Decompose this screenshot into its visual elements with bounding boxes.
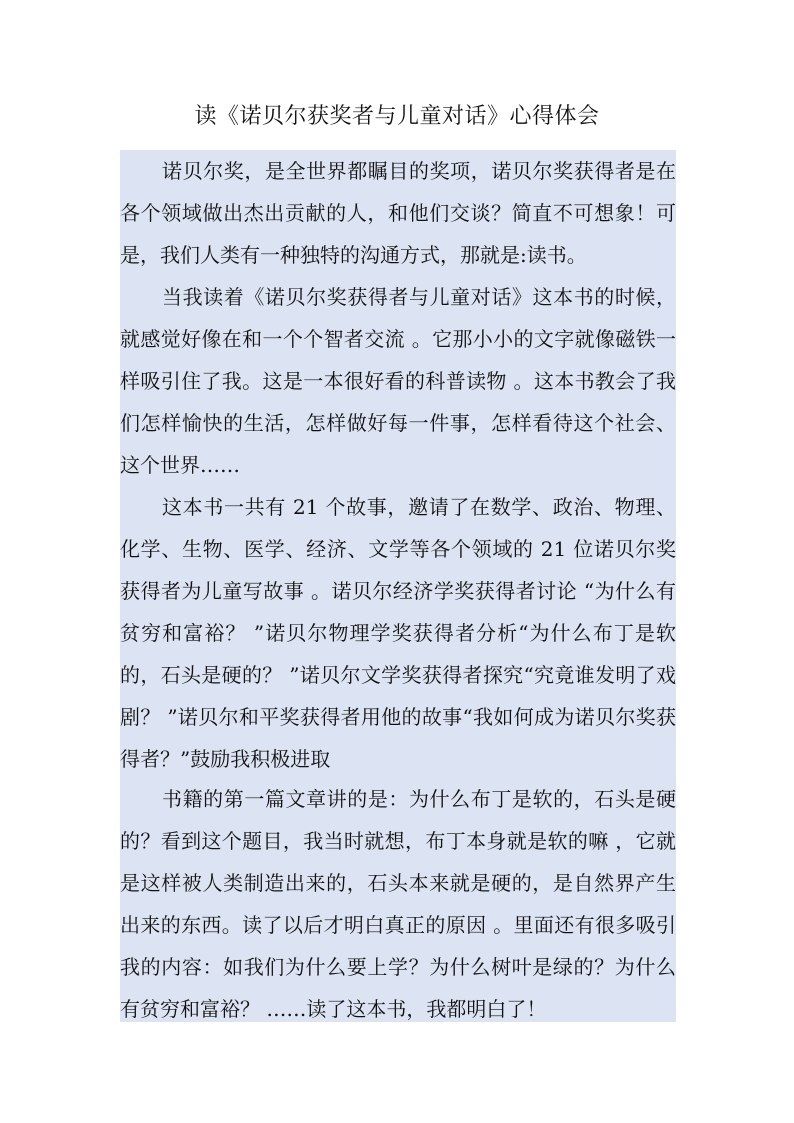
paragraph-2: 当我读着《诺贝尔奖获得者与儿童对话》这本书的时候，就感觉好像在和一个个智者交流 。它那小小的文字就像磁铁一样吸引住了我。这是一本很好看的科普读物 。这本书教会了我们怎样愉快的生活，怎样做好每一件事，怎样看待这个社会、这个世界…… bbox=[120, 285, 676, 477]
paragraph-4: 书籍的第一篇文章讲的是：为什么布丁是软的，石头是硬的？看到这个题目，我当时就想，布丁本身就是软的嘛 ，它就是这样被人类制造出来的，石头本来就是硬的，是自然界产生出来的东西。读了以后才明白真正的原因 。里面还有很多吸引我的内容：如我们为什么要上学？为什么树叶是绿的？为什么有贫穷和富裕？ ……读了这本书，我都明白了！ bbox=[120, 787, 676, 1021]
page-title: 读《诺贝尔获奖者与儿童对话》心得体会 bbox=[194, 104, 600, 129]
paragraph-3: 这本书一共有 21 个故事，邀请了在数学、政治、物理、化学、生物、医学、经济、文学等各个领域的 21 位诺贝尔奖获得者为儿童写故事 。诺贝尔经济学奖获得者讨论 “为什么有贫穷和富裕？ ”诺贝尔物理学奖获得者分析“为什么布丁是软的，石头是硬的？ ”诺贝尔文学奖获得者探究“究竟谁发明了戏剧？ ”诺贝尔和平奖获得者用他的故事“我如何成为诺贝尔奖获得者？”鼓励我积极进取 bbox=[120, 495, 676, 771]
paragraph-1: 诺贝尔奖，是全世界都瞩目的奖项，诺贝尔奖获得者是在各个领域做出杰出贡献的人，和他们交谈？简直不可想象！可是，我们人类有一种独特的沟通方式，那就是:读书。 bbox=[120, 159, 676, 267]
essay-body bbox=[120, 150, 676, 1022]
